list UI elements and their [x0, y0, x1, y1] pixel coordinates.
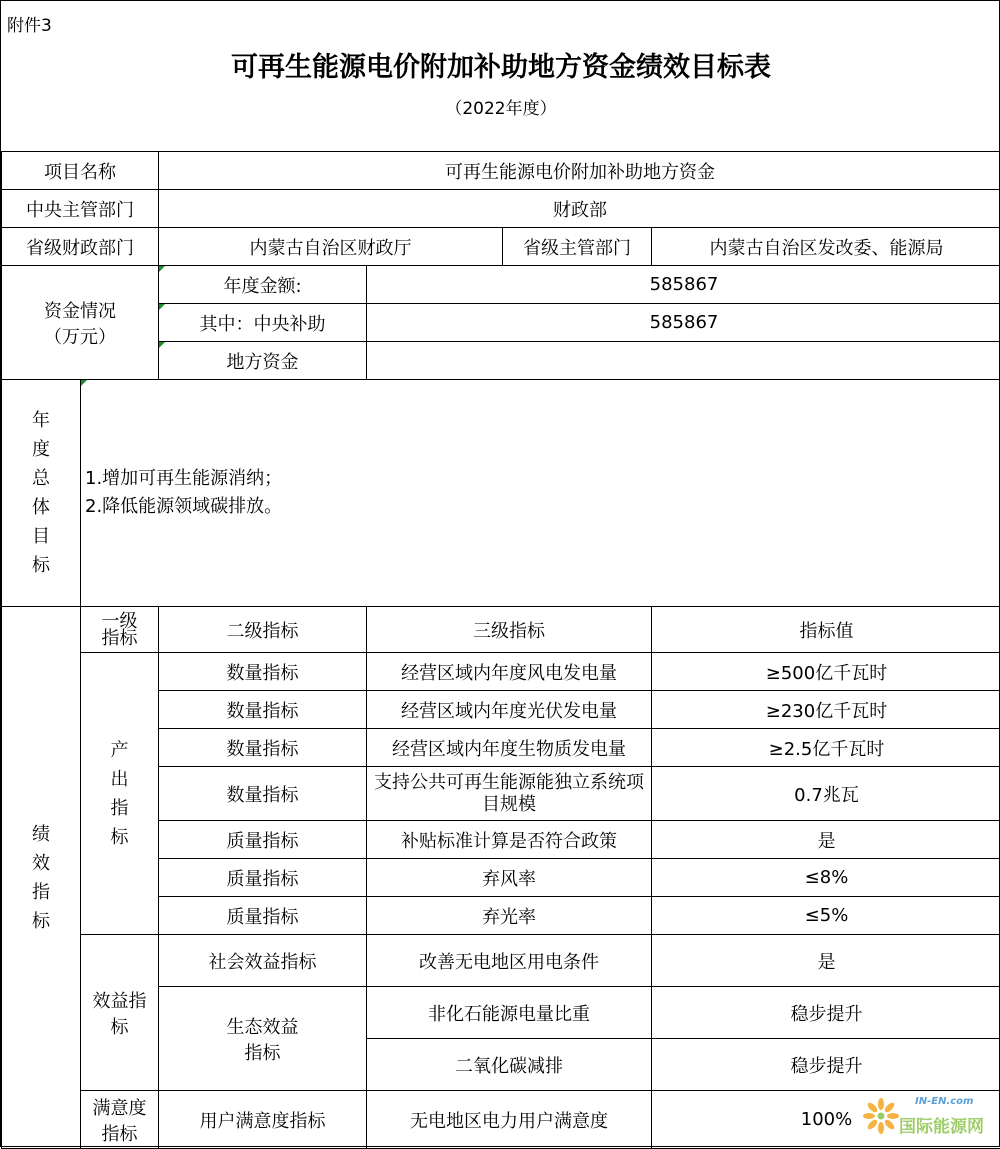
row-provincial: [2, 228, 1000, 266]
level2-cell: 用户满意度指标: [159, 1091, 367, 1149]
level3-cell: 弃光率: [367, 897, 652, 935]
level3-cell: 二氧化碳减排: [367, 1039, 652, 1091]
output-label: [81, 653, 159, 935]
goal-item: 1.增加可再生能源消纳；: [85, 465, 997, 493]
goals-label: [2, 380, 81, 607]
row-funds-annual: [2, 266, 1000, 304]
value-cell: ≤5%: [652, 897, 1000, 935]
row-indicator-headers: [2, 607, 1000, 653]
central-subsidy-label: 其中：中央补助: [159, 304, 367, 342]
performance-label-char: 绩: [6, 820, 76, 849]
header-level1: [81, 607, 159, 653]
level3-cell: 非化石能源电量比重: [367, 987, 652, 1039]
value-cell: 稳步提升: [652, 1039, 1000, 1091]
level3-cell: 补贴标准计算是否符合政策: [367, 821, 652, 859]
level3-cell: 支持公共可再生能源能独立系统项目规模: [367, 767, 652, 821]
local-funds-label: 地方资金: [159, 342, 367, 380]
eco-benefit-label-line1: 生态效益: [163, 1013, 362, 1039]
row-annual-goals: [2, 380, 1000, 607]
table-row: [2, 653, 1000, 691]
header-level1-line2: 指标: [85, 630, 154, 647]
row-central-dept: [2, 190, 1000, 228]
goals-label-char: 标: [6, 551, 76, 580]
goals-label-char: 目: [6, 522, 76, 551]
output-label-char: 标: [85, 823, 154, 852]
central-dept-value: 财政部: [159, 190, 1000, 228]
value-cell: 是: [652, 935, 1000, 987]
watermark-name: 国际能源网: [899, 1112, 984, 1137]
goals-label-char: 总: [6, 464, 76, 493]
value-cell: 100%: [652, 1091, 1000, 1149]
sun-logo-icon: [863, 1098, 899, 1134]
performance-label: [2, 607, 81, 1149]
level2-cell: 数量指标: [159, 729, 367, 767]
annual-amount-label: 年度金额:: [159, 266, 367, 304]
benefit-label: [81, 935, 159, 1091]
level3-cell: 改善无电地区用电条件: [367, 935, 652, 987]
value-cell: 稳步提升: [652, 987, 1000, 1039]
satisfaction-label-line2: 指标: [85, 1120, 154, 1146]
value-cell: ≤8%: [652, 859, 1000, 897]
benefit-label-line1: 效益指: [85, 987, 154, 1013]
level2-cell: 数量指标: [159, 653, 367, 691]
level2-cell: 质量指标: [159, 821, 367, 859]
level3-cell: 经营区域内年度光伏发电量: [367, 691, 652, 729]
level3-cell: 弃风率: [367, 859, 652, 897]
performance-table: [1, 151, 1000, 1149]
header-level2: 二级指标: [159, 607, 367, 653]
year-subtitle: （2022年度）: [1, 94, 1000, 119]
prov-finance-value: 内蒙古自治区财政厅: [159, 228, 503, 266]
local-funds-value: [367, 342, 1000, 380]
output-label-char: 指: [85, 794, 154, 823]
header-level3: 三级指标: [367, 607, 652, 653]
level3-cell: 经营区域内年度风电发电量: [367, 653, 652, 691]
prov-dept-label: 省级主管部门: [503, 228, 652, 266]
eco-benefit-label-line2: 指标: [163, 1039, 362, 1065]
funds-label: [2, 266, 159, 380]
performance-label-char: 标: [6, 907, 76, 936]
benefit-label-line2: 标: [85, 1013, 154, 1039]
satisfaction-label: [81, 1091, 159, 1149]
page-title: 可再生能源电价附加补助地方资金绩效目标表: [1, 45, 1000, 84]
output-label-char: 出: [85, 765, 154, 794]
funds-label-line2: （万元）: [6, 323, 154, 349]
row-project-name: [2, 152, 1000, 190]
value-cell: 0.7兆瓦: [652, 767, 1000, 821]
eco-benefit-label: [159, 987, 367, 1091]
goal-item: 2.降低能源领域碳排放。: [85, 493, 997, 521]
prov-finance-label: 省级财政部门: [2, 228, 159, 266]
watermark-logo: [863, 1094, 991, 1142]
attachment-label: 附件3: [7, 11, 52, 36]
level2-cell: 质量指标: [159, 859, 367, 897]
table-row: [2, 1091, 1000, 1149]
level2-cell: 数量指标: [159, 691, 367, 729]
goals-label-char: 年: [6, 406, 76, 435]
header-value: 指标值: [652, 607, 1000, 653]
satisfaction-label-line1: 满意度: [85, 1094, 154, 1120]
level2-cell: 数量指标: [159, 767, 367, 821]
table-row: [2, 935, 1000, 987]
performance-label-char: 效: [6, 849, 76, 878]
goals-label-char: 度: [6, 435, 76, 464]
central-dept-label: 中央主管部门: [2, 190, 159, 228]
level2-cell: 质量指标: [159, 897, 367, 935]
project-name-value: 可再生能源电价附加补助地方资金: [159, 152, 1000, 190]
value-cell: ≥230亿千瓦时: [652, 691, 1000, 729]
goals-label-char: 体: [6, 493, 76, 522]
level3-cell: 经营区域内年度生物质发电量: [367, 729, 652, 767]
value-cell: ≥2.5亿千瓦时: [652, 729, 1000, 767]
watermark-site: IN-EN.com: [915, 1096, 973, 1107]
prov-dept-value: 内蒙古自治区发改委、能源局: [652, 228, 1000, 266]
value-cell: 是: [652, 821, 1000, 859]
performance-label-char: 指: [6, 878, 76, 907]
project-name-label: 项目名称: [2, 152, 159, 190]
central-subsidy-value: 585867: [367, 304, 1000, 342]
value-cell: ≥500亿千瓦时: [652, 653, 1000, 691]
annual-amount-value: 585867: [367, 266, 1000, 304]
funds-label-line1: 资金情况: [6, 297, 154, 323]
social-benefit-label: 社会效益指标: [159, 935, 367, 987]
output-label-char: 产: [85, 736, 154, 765]
goals-content: [81, 380, 1000, 607]
header-level1-line1: 一级: [85, 613, 154, 630]
level3-cell: 无电地区电力用户满意度: [367, 1091, 652, 1149]
